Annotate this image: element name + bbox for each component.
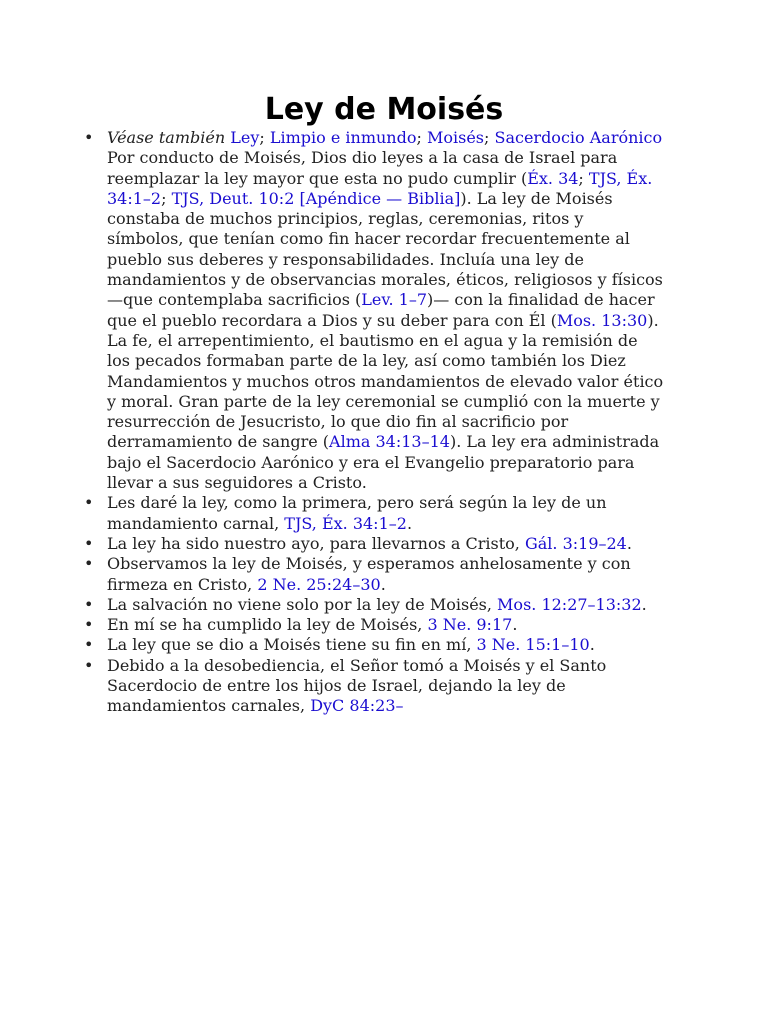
entry-text: En mí se ha cumplido la ley de Moisés, xyxy=(107,615,428,635)
intro-text: ). La fe, el arrepentimiento, el bautismo en el agua y la remisión de los pecados formaban parte de la ley, así como también los Diez Mandamientos y muchos otros mandamientos de elevado valor ético y moral. Gran parte de la ley ceremonial se cumplió con la muerte y resurrección de Jesucristo, lo que dio fin al sacrificio por derramamiento de sangre ( xyxy=(107,310,664,452)
bullet-icon: • xyxy=(84,554,94,574)
list-item-intro xyxy=(84,128,664,493)
scripture-ref[interactable]: Mos. 13:30 xyxy=(556,310,648,330)
entry-end: . xyxy=(512,615,518,635)
separator: ; xyxy=(259,128,270,147)
list-item xyxy=(84,615,664,635)
bullet-icon: • xyxy=(84,533,94,553)
see-also-link-limpio[interactable]: Limpio e inmundo xyxy=(269,128,417,147)
bullet-icon: • xyxy=(84,655,94,675)
entry-end: . xyxy=(380,574,386,594)
scripture-ref[interactable]: TJS, Deut. 10:2 [Apéndice — Biblia] xyxy=(171,188,461,208)
scripture-ref[interactable]: 2 Ne. 25:24–30 xyxy=(257,574,381,594)
separator: ; xyxy=(484,128,495,147)
see-also-link-ley[interactable]: Ley xyxy=(230,128,260,147)
see-also-label: Véase también xyxy=(107,128,226,147)
see-also-link-sacerdocio[interactable]: Sacerdocio Aarónico xyxy=(494,128,663,147)
intro-text: ). La ley era administrada bajo el Sacerdocio Aarónico y era el Evangelio preparatorio para llevar a sus seguidores a Cristo. xyxy=(107,432,660,493)
scripture-ref[interactable]: Éx. 34 xyxy=(527,168,579,188)
entry-end: . xyxy=(626,533,632,553)
entry-end: . xyxy=(406,513,413,533)
entry-end: . xyxy=(589,635,595,655)
bullet-icon: • xyxy=(84,128,94,147)
separator: ; xyxy=(161,188,172,208)
entry-text: Les daré la ley, como la primera, pero será según la ley de un mandamiento carnal, xyxy=(107,493,607,533)
list-item xyxy=(84,595,664,615)
intro-paragraph xyxy=(107,148,664,493)
scripture-ref[interactable]: Mos. 12:27–13:32 xyxy=(497,594,642,614)
entry-text: La salvación no viene solo por la ley de Moisés, xyxy=(107,594,498,614)
scripture-ref[interactable]: Alma 34:13–14 xyxy=(329,432,450,452)
scripture-ref[interactable]: Lev. 1–7 xyxy=(361,290,427,310)
list-item xyxy=(84,534,664,554)
see-also-link-moises[interactable]: Moisés xyxy=(426,128,484,147)
list-item xyxy=(84,493,664,534)
separator: ; xyxy=(578,168,589,188)
entry-list xyxy=(84,128,664,717)
list-item xyxy=(84,635,664,655)
entry-text: Observamos la ley de Moisés, y esperamos anhelosamente y con firmeza en Cristo, xyxy=(107,554,631,594)
entry-end: . xyxy=(641,594,647,614)
scripture-ref[interactable]: DyC 84:23– xyxy=(310,696,404,716)
intro-text: Por conducto de Moisés, Dios dio leyes a la casa de Israel para reemplazar la ley mayor que esta no pudo cumplir ( xyxy=(107,148,618,188)
bullet-icon: • xyxy=(84,594,94,614)
scripture-ref[interactable]: Gál. 3:19–24 xyxy=(524,533,627,553)
scripture-ref[interactable]: 3 Ne. 15:1–10 xyxy=(476,635,590,655)
entry-text: La ley ha sido nuestro ayo, para llevarnos a Cristo, xyxy=(107,533,525,553)
scripture-ref[interactable]: 3 Ne. 9:17 xyxy=(427,615,513,635)
page-title: Ley de Moisés xyxy=(264,92,504,127)
entry-text: Debido a la desobediencia, el Señor tomó a Moisés y el Santo Sacerdocio de entre los hijos de Israel, dejando la ley de mandamientos carnales, xyxy=(107,655,607,716)
intro-text: )— con la finalidad de hacer que el pueblo recordara a Dios y su deber para con Él ( xyxy=(107,290,655,330)
list-item xyxy=(84,656,664,717)
entry-text: La ley que se dio a Moisés tiene su fin en mí, xyxy=(107,635,477,655)
scripture-ref[interactable]: TJS, Éx. 34:1–2 xyxy=(107,168,653,208)
bullet-icon: • xyxy=(84,493,94,513)
see-also-line xyxy=(107,128,664,148)
intro-text: ). La ley de Moisés constaba de muchos principios, reglas, ceremonias, ritos y símbolos, que tenían como fin hacer recordar frecuentemente al pueblo sus deberes y responsabilidades. Incluía una ley de mandamientos y de observancias morales, éticos, religiosos y físicos —que contemplaba sacrificios ( xyxy=(107,188,663,310)
bullet-icon: • xyxy=(84,615,94,635)
bullet-icon: • xyxy=(84,635,94,655)
separator: ; xyxy=(416,128,427,147)
list-item xyxy=(84,554,664,595)
scripture-ref[interactable]: TJS, Éx. 34:1–2 xyxy=(284,513,407,533)
